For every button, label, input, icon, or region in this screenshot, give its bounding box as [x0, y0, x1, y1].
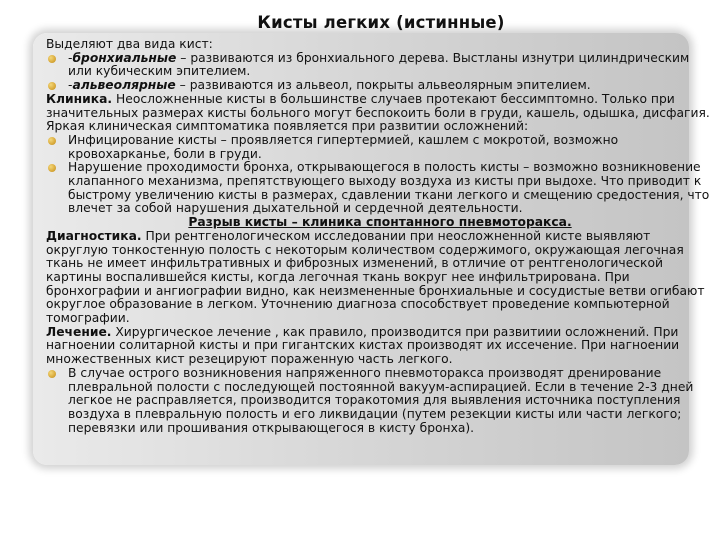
type-description: – развиваются из бронхиального дерева. Выстланы изнутри цилиндрическим или кубическим эпителием.	[68, 50, 690, 79]
type-prefix: -	[68, 78, 73, 93]
bullet-dot-icon	[48, 370, 56, 378]
treatment-paragraph	[46, 326, 714, 367]
type-item-bronchial	[46, 52, 714, 79]
type-prefix: -	[68, 50, 73, 65]
diagnostics-paragraph	[46, 230, 714, 326]
clinic-bullet-text: Нарушение проходимости бронха, открывающегося в полость кисты – возможно возникновение клапанного механизма, препятствующего выходу воздуха из кисты при выдохе. Что приводит к быстрому увеличению кисты в размерах, сдавлении ткани легкого и смещению средостения, что влечет за собой нарушения дыхательной и сердечной деятельности.	[68, 160, 710, 216]
slide-title: Кисты легких (истинные)	[257, 13, 505, 32]
clinic-bullet-obstruction	[46, 161, 714, 216]
treatment-text: Хирургическое лечение , как правило, производится при развитиии осложнений. При нагноении солитарной кисты и при гигантских кистах производят их иссечение. При нагноении множественных кист резецируют пораженную часть легкого.	[46, 324, 680, 367]
type-description: – развиваются из альвеол, покрыты альвеолярным эпителием.	[175, 78, 591, 93]
clinic-label: Клиника.	[46, 91, 113, 106]
clinic-bullet-text: Инфицирование кисты – проявляется гипертермией, кашлем с мокротой, возможно кровохарканье, боли в груди.	[68, 132, 619, 161]
bullet-dot-icon	[48, 82, 56, 90]
treatment-label: Лечение.	[46, 324, 112, 339]
bullet-dot-icon	[48, 55, 56, 63]
intro-text: Выделяют два вида кист:	[46, 37, 213, 51]
type-item-alveolar	[46, 79, 714, 93]
bullet-dot-icon	[48, 137, 56, 145]
treatment-bullet-text: В случае острого возникновения напряженного пневмоторакса производят дренирование плевральной полости с последующей постоянной вакуум-аспирацией. Если в течение 2-3 дней легкое не расправляется, производится торакотомия для выявления источника поступления воздуха в плевральную полость и его ликвидации (путем резекции кисты или части легкого; перевязки или прошивания открывающегося в кисту бронха).	[68, 365, 694, 435]
treatment-bullet	[46, 367, 714, 436]
clinic-text: Неосложненные кисты в большинстве случаев протекают бессимптомно. Только при значительных размерах кисты больного могут беспокоить боли в груди, кашель, одышка, дисфагия. Яркая клиническая симптоматика появляется при развитии осложнений:	[46, 91, 710, 134]
bullet-dot-icon	[48, 164, 56, 172]
clinic-paragraph	[46, 93, 714, 134]
diagnostics-label: Диагностика.	[46, 228, 142, 243]
diagnostics-text: При рентгенологическом исследовании при неосложненной кисте выявляют округлую тонкостенную полость с некоторым количеством содержимого, окружающая легочная ткань не имеет инфильтративных и фиброзных изменений, в отличие от рентгенологической картины воспалившейся кисты, когда легочная ткань вокруг нее инфильтрирована. При бронхографии и ангиографии видно, как неизмененные бронхиальные и сосудистые ветви огибают округлое образование в легком. Уточнению диагноза способствует проведение компьютерной томографии.	[46, 228, 705, 326]
type-name: бронхиальные	[72, 50, 177, 65]
clinic-bullet-infection	[46, 134, 714, 161]
type-name: альвеолярные	[72, 78, 176, 93]
slide-content	[46, 38, 714, 435]
rupture-heading: Разрыв кисты – клиника спонтанного пневмоторакса.	[188, 215, 572, 230]
